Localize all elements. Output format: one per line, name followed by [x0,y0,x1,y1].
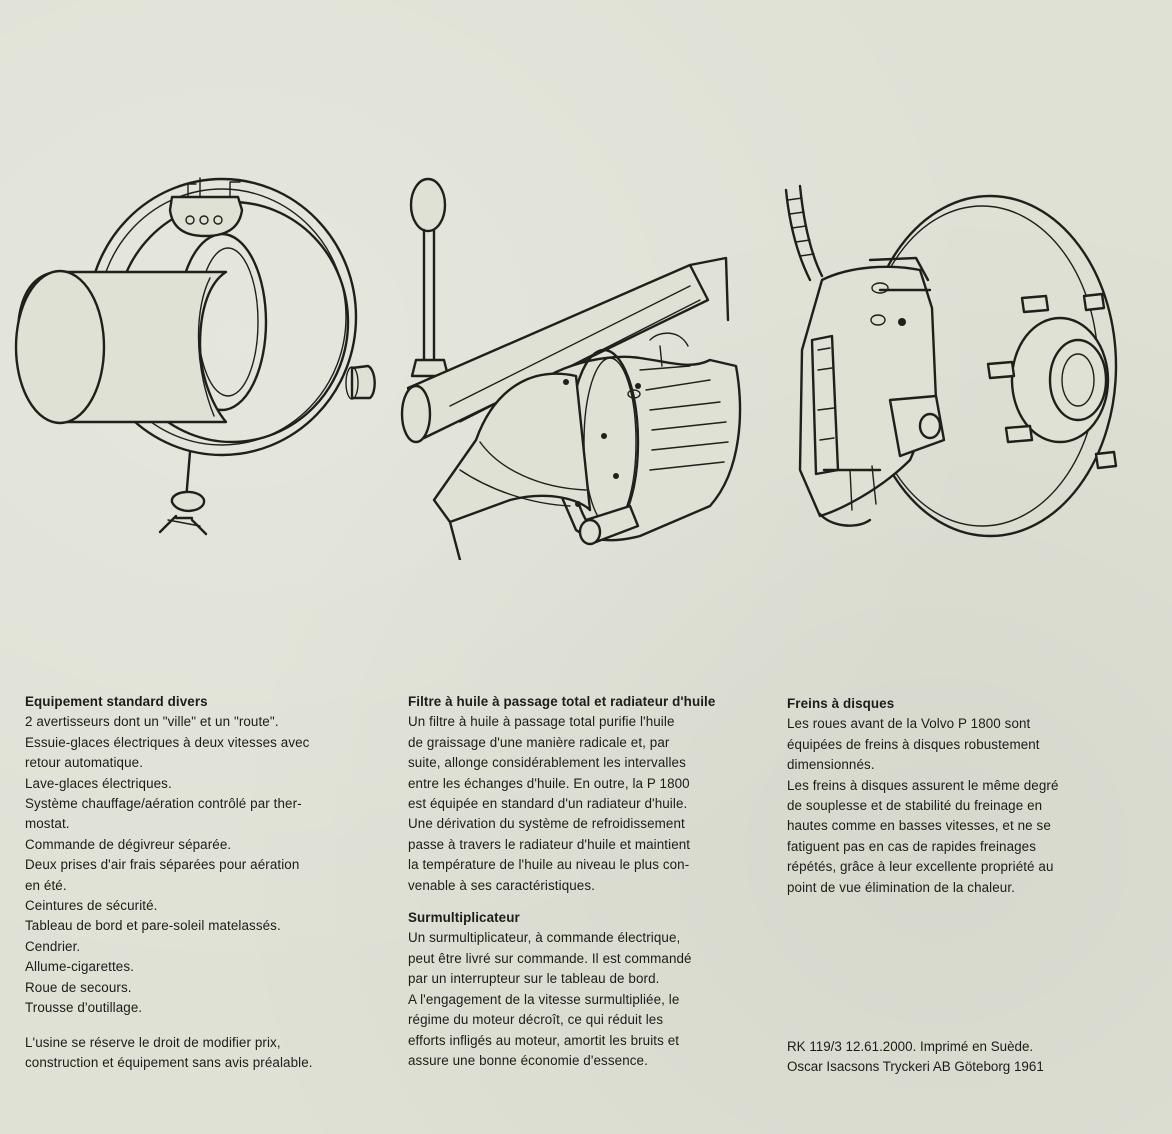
paragraph-line: Un surmultiplicateur, à commande électrique, [408,930,681,946]
heading-overdrive: Surmultiplicateur [408,910,520,926]
imprint-line-1: RK 119/3 12.61.2000. Imprimé en Suède. [787,1039,1034,1054]
equipment-line: Tableau de bord et pare-soleil matelassés. [25,918,281,934]
headlamp-illustration [0,170,390,560]
equipment-line: en été. [25,877,67,893]
paragraph-line: assure une bonne économie d'essence. [408,1052,648,1068]
paragraph-line: venable à ses caractéristiques. [408,877,595,893]
disc-brakes-paragraph-1 [787,714,1131,775]
paragraph-line: par un interrupteur sur le tableau de bord. [408,971,660,987]
paragraph-line: de souplesse et de stabilité du freinage en [787,798,1043,814]
paragraph-line: suite, allonge considérablement les intervalles [408,755,686,771]
heading-standard-equipment: Equipement standard divers [25,694,208,709]
equipment-line: Deux prises d'air frais séparées pour aération [25,857,300,873]
paragraph-line: la température de l'huile au niveau le plus con- [408,857,690,873]
paragraph-line: hautes comme en basses vitesses, et ne se [787,818,1051,834]
equipment-list [25,712,371,1018]
imprint-line-2: Oscar Isacsons Tryckeri AB Göteborg 1961 [787,1059,1044,1075]
paragraph-line: équipées de freins à disques robustement [787,736,1040,752]
paragraph-line: peut être livré sur commande. Il est commandé [408,950,692,966]
equipment-line: Ceintures de sécurité. [25,898,158,914]
equipment-line: Essuie-glaces électriques à deux vitesses avec [25,734,310,750]
imprint [787,1037,1147,1078]
equipment-line: Cendrier. [25,938,81,954]
column-oil-filter-overdrive [408,692,753,1071]
paragraph-line: Les roues avant de la Volvo P 1800 sont [787,716,1031,732]
paragraph-line: passe à travers le radiateur d'huile et maintient [408,836,691,852]
paragraph-line: est équipée en standard d'un radiateur d'huile. [408,796,688,812]
paragraph-line: point de vue élimination de la chaleur. [787,879,1015,895]
equipment-line: 2 avertisseurs dont un "ville" et un "route". [25,714,279,730]
equipment-line: retour automatique. [25,755,144,771]
paragraph-line: dimensionnés. [787,757,875,773]
paragraph-line: de graissage d'une manière radicale et, par [408,734,670,750]
column-disc-brakes [787,694,1131,898]
overdrive-paragraph [408,928,753,1071]
paragraph-line: Les freins à disques assurent le même degré [787,777,1059,793]
paragraph-line: A l'engagement de la vitesse surmultipliée, le [408,991,680,1007]
gearbox-illustration [390,170,760,560]
equipment-line: Allume-cigarettes. [25,959,134,975]
disclaimer [25,1033,371,1074]
equipment-line: Trousse d'outillage. [25,1000,143,1016]
oil-filter-paragraph [408,712,753,896]
disclaimer-line: construction et équipement sans avis préalable. [25,1054,313,1070]
heading-disc-brakes: Freins à disques [787,696,895,711]
paragraph-line: répétés, grâce à leur excellente propriété au [787,859,1054,875]
heading-oil-filter: Filtre à huile à passage total et radiateur d'huile [408,694,716,709]
paragraph-line: Un filtre à huile à passage total purifie l'huile [408,714,675,730]
equipment-line: Système chauffage/aération contrôlé par ther- [25,796,302,812]
paragraph-line: Une dérivation du système de refroidissement [408,816,685,832]
paragraph-line: efforts infligés au moteur, amortit les bruits et [408,1032,680,1048]
equipment-line: Roue de secours. [25,979,132,995]
paragraph-line: régime du moteur décroît, ce qui réduit les [408,1012,664,1028]
disclaimer-line: L'usine se réserve le droit de modifier prix, [25,1034,281,1050]
disc-brakes-paragraph-2 [787,776,1131,898]
equipment-line: mostat. [25,816,70,832]
disc-brake-illustration [760,170,1172,560]
equipment-line: Lave-glaces électriques. [25,775,172,791]
paragraph-line: entre les échanges d'huile. En outre, la P 1800 [408,775,690,791]
equipment-line: Commande de dégivreur séparée. [25,836,232,852]
column-standard-equipment [25,692,371,1073]
paragraph-line: fatiguent pas en cas de rapides freinages [787,838,1037,854]
